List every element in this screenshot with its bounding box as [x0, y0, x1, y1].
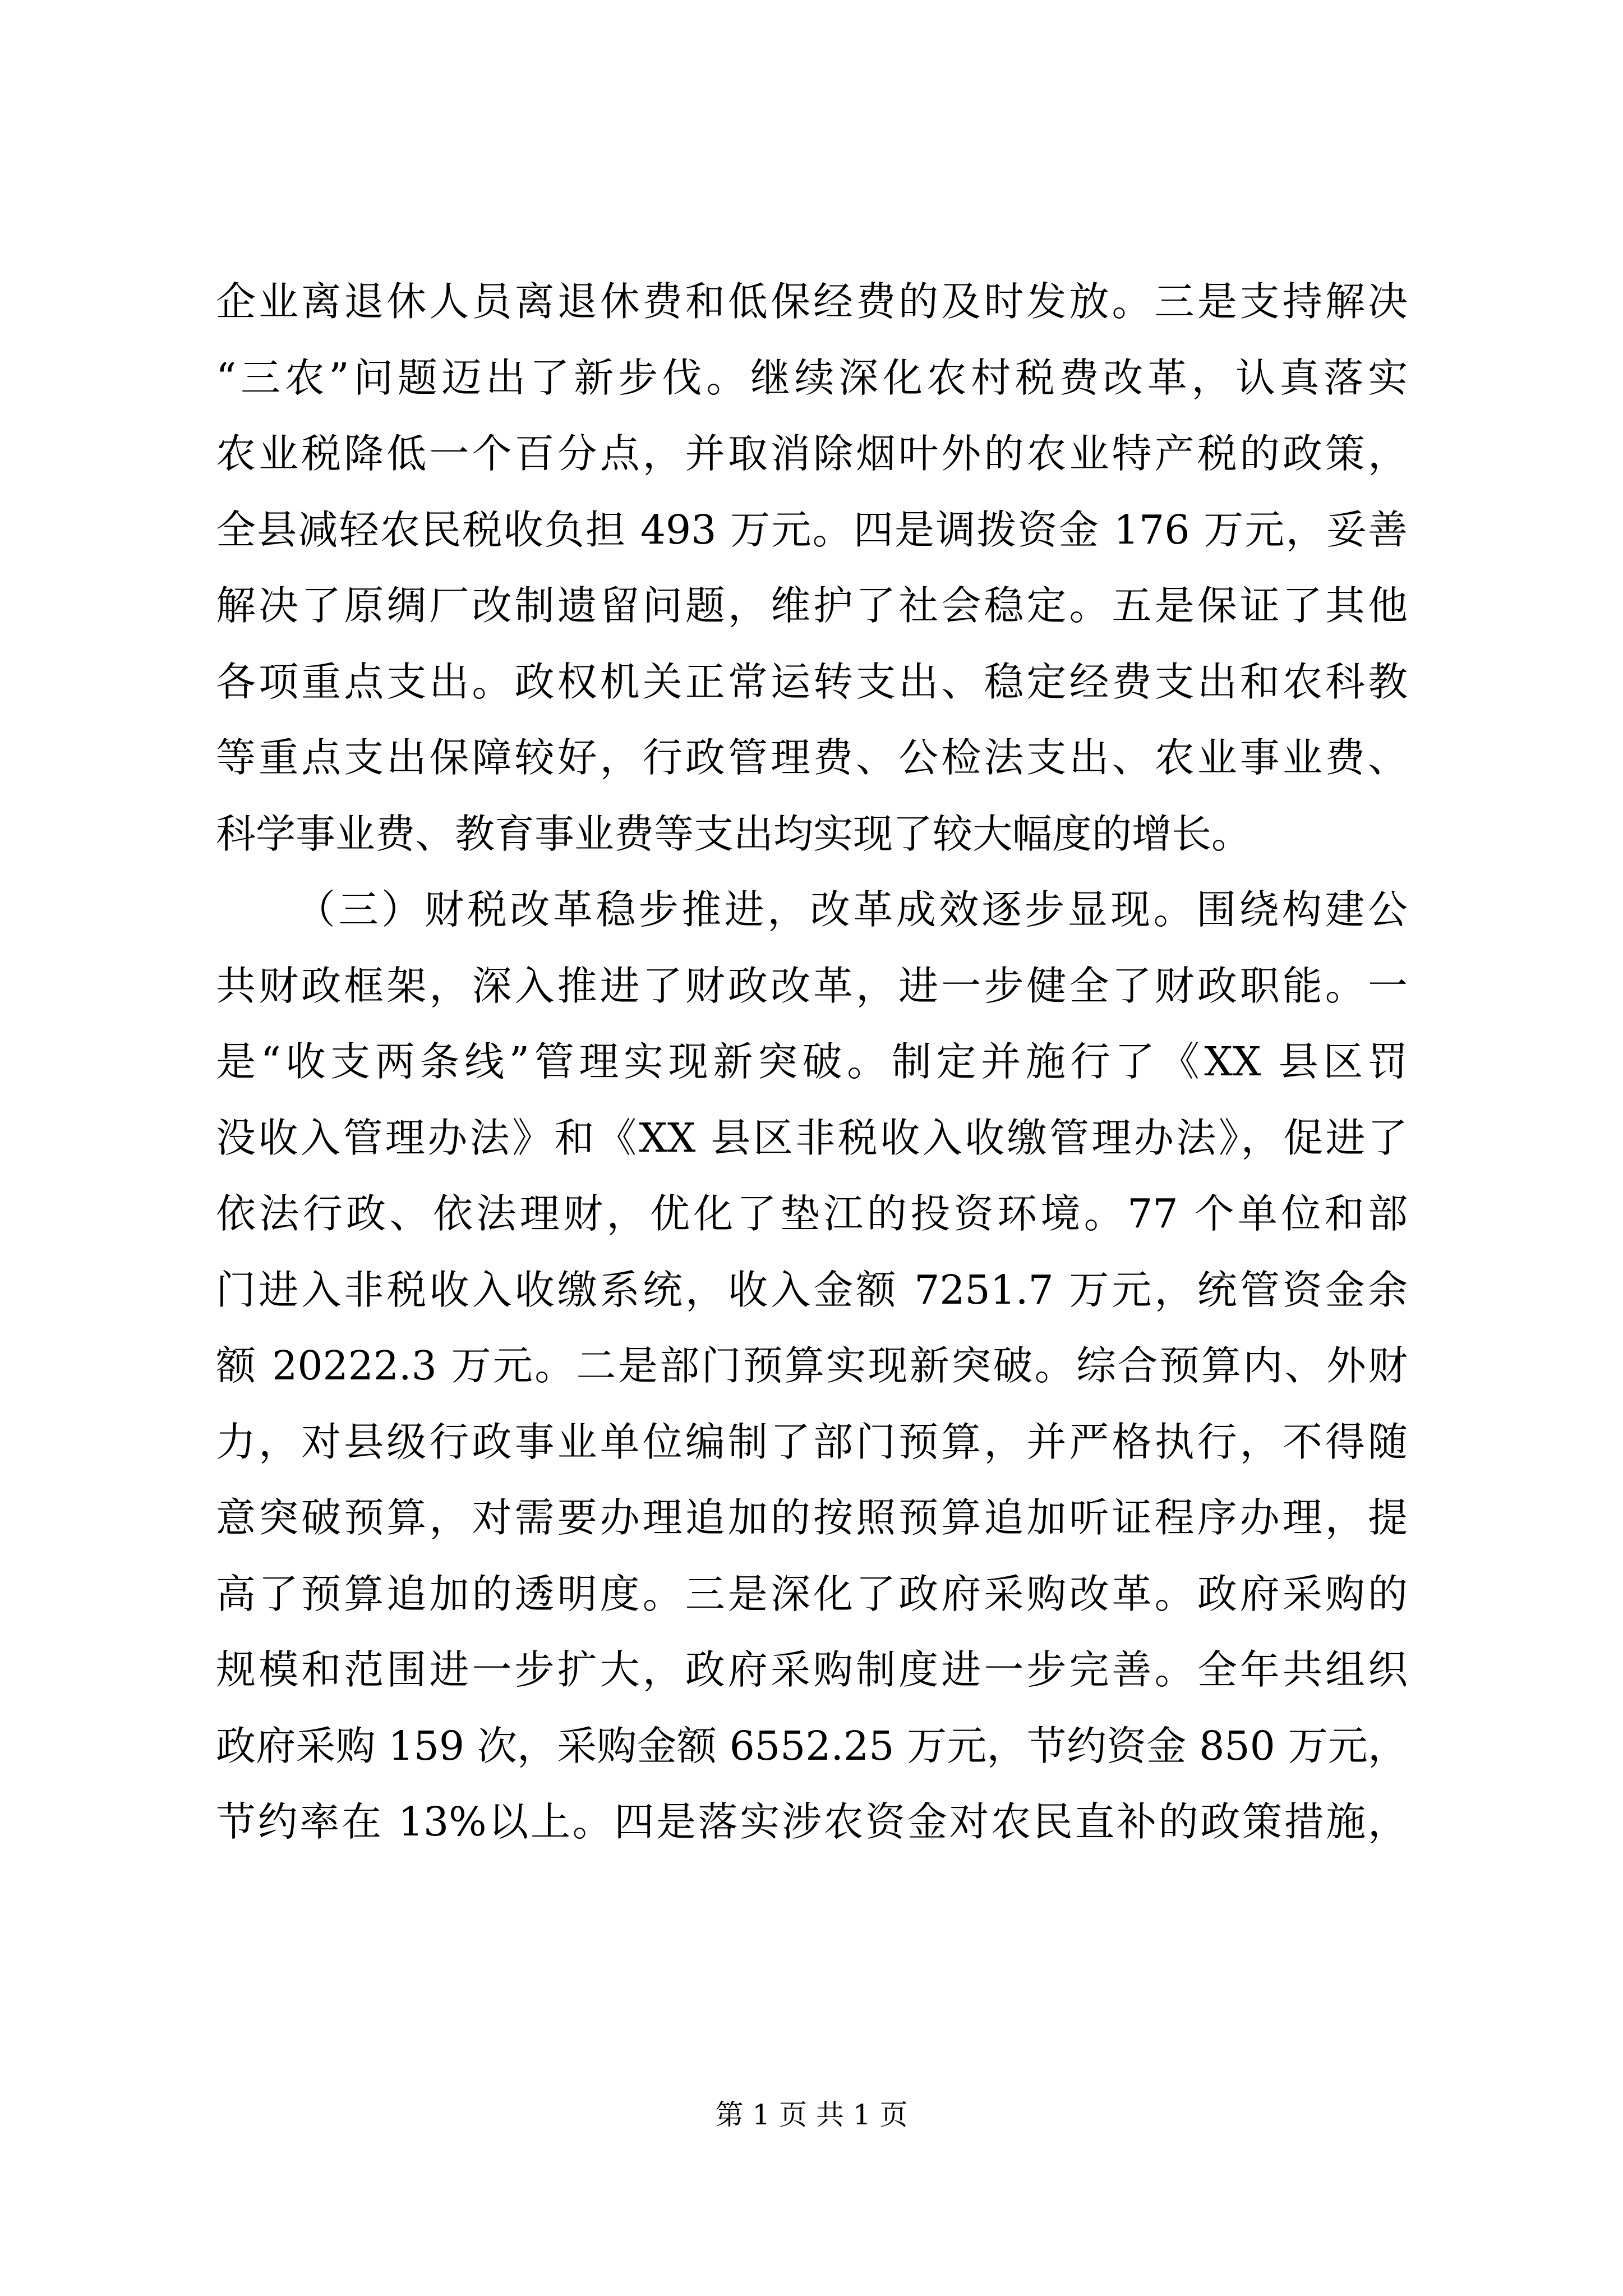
text-line: 力，对县级行政事业单位编制了部门预算，并严格执行，不得随	[216, 1418, 1408, 1465]
text-line: 意突破预算，对需要办理追加的按照预算追加听证程序办理，提	[216, 1494, 1408, 1541]
text-line: 门进入非税收入收缴系统，收入金额 7251.7 万元，统管资金余	[216, 1266, 1408, 1313]
text-line: 额 20222.3 万元。二是部门预算实现新突破。综合预算内、外财	[216, 1342, 1408, 1389]
section-heading-line: （三）财税改革稳步推进，改革成效逐步显现。围绕构建公	[296, 886, 1408, 933]
text-line: 农业税降低一个百分点，并取消除烟叶外的农业特产税的政策，	[216, 430, 1408, 477]
text-line: 解决了原绸厂改制遗留问题，维护了社会稳定。五是保证了其他	[216, 582, 1408, 629]
text-line: 科学事业费、教育事业费等支出均实现了较大幅度的增长。	[216, 810, 1252, 857]
page-footer	[0, 2095, 1623, 2134]
text-line: 全县减轻农民税收负担 493 万元。四是调拨资金 176 万元，妥善	[216, 506, 1408, 553]
text-line: 等重点支出保障较好，行政管理费、公检法支出、农业事业费、	[216, 734, 1408, 781]
text-line: 没收入管理办法》和《XX 县区非税收入收缴管理办法》，促进了	[216, 1114, 1408, 1161]
text-line: 节约率在 13%以上。四是落实涉农资金对农民直补的政策措施，	[216, 1798, 1408, 1845]
text-line: 政府采购 159 次，采购金额 6552.25 万元，节约资金 850 万元，	[216, 1722, 1408, 1769]
body-text	[216, 264, 1408, 1860]
text-line: 共财政框架，深入推进了财政改革，进一步健全了财政职能。一	[216, 962, 1408, 1009]
text-line: 高了预算追加的透明度。三是深化了政府采购改革。政府采购的	[216, 1570, 1408, 1617]
text-line: 各项重点支出。政权机关正常运转支出、稳定经费支出和农科教	[216, 658, 1408, 705]
text-line: 企业离退休人员离退休费和低保经费的及时发放。三是支持解决	[216, 278, 1408, 325]
text-line: “三农”问题迈出了新步伐。继续深化农村税费改革，认真落实	[216, 354, 1408, 401]
text-line: 规模和范围进一步扩大，政府采购制度进一步完善。全年共组织	[216, 1646, 1408, 1693]
text-line: 是“收支两条线”管理实现新突破。制定并施行了《XX 县区罚	[216, 1038, 1408, 1085]
text-line: 依法行政、依法理财，优化了垫江的投资环境。77 个单位和部	[216, 1190, 1408, 1237]
page-number-label: 第 1 页 共 1 页	[715, 2099, 908, 2131]
